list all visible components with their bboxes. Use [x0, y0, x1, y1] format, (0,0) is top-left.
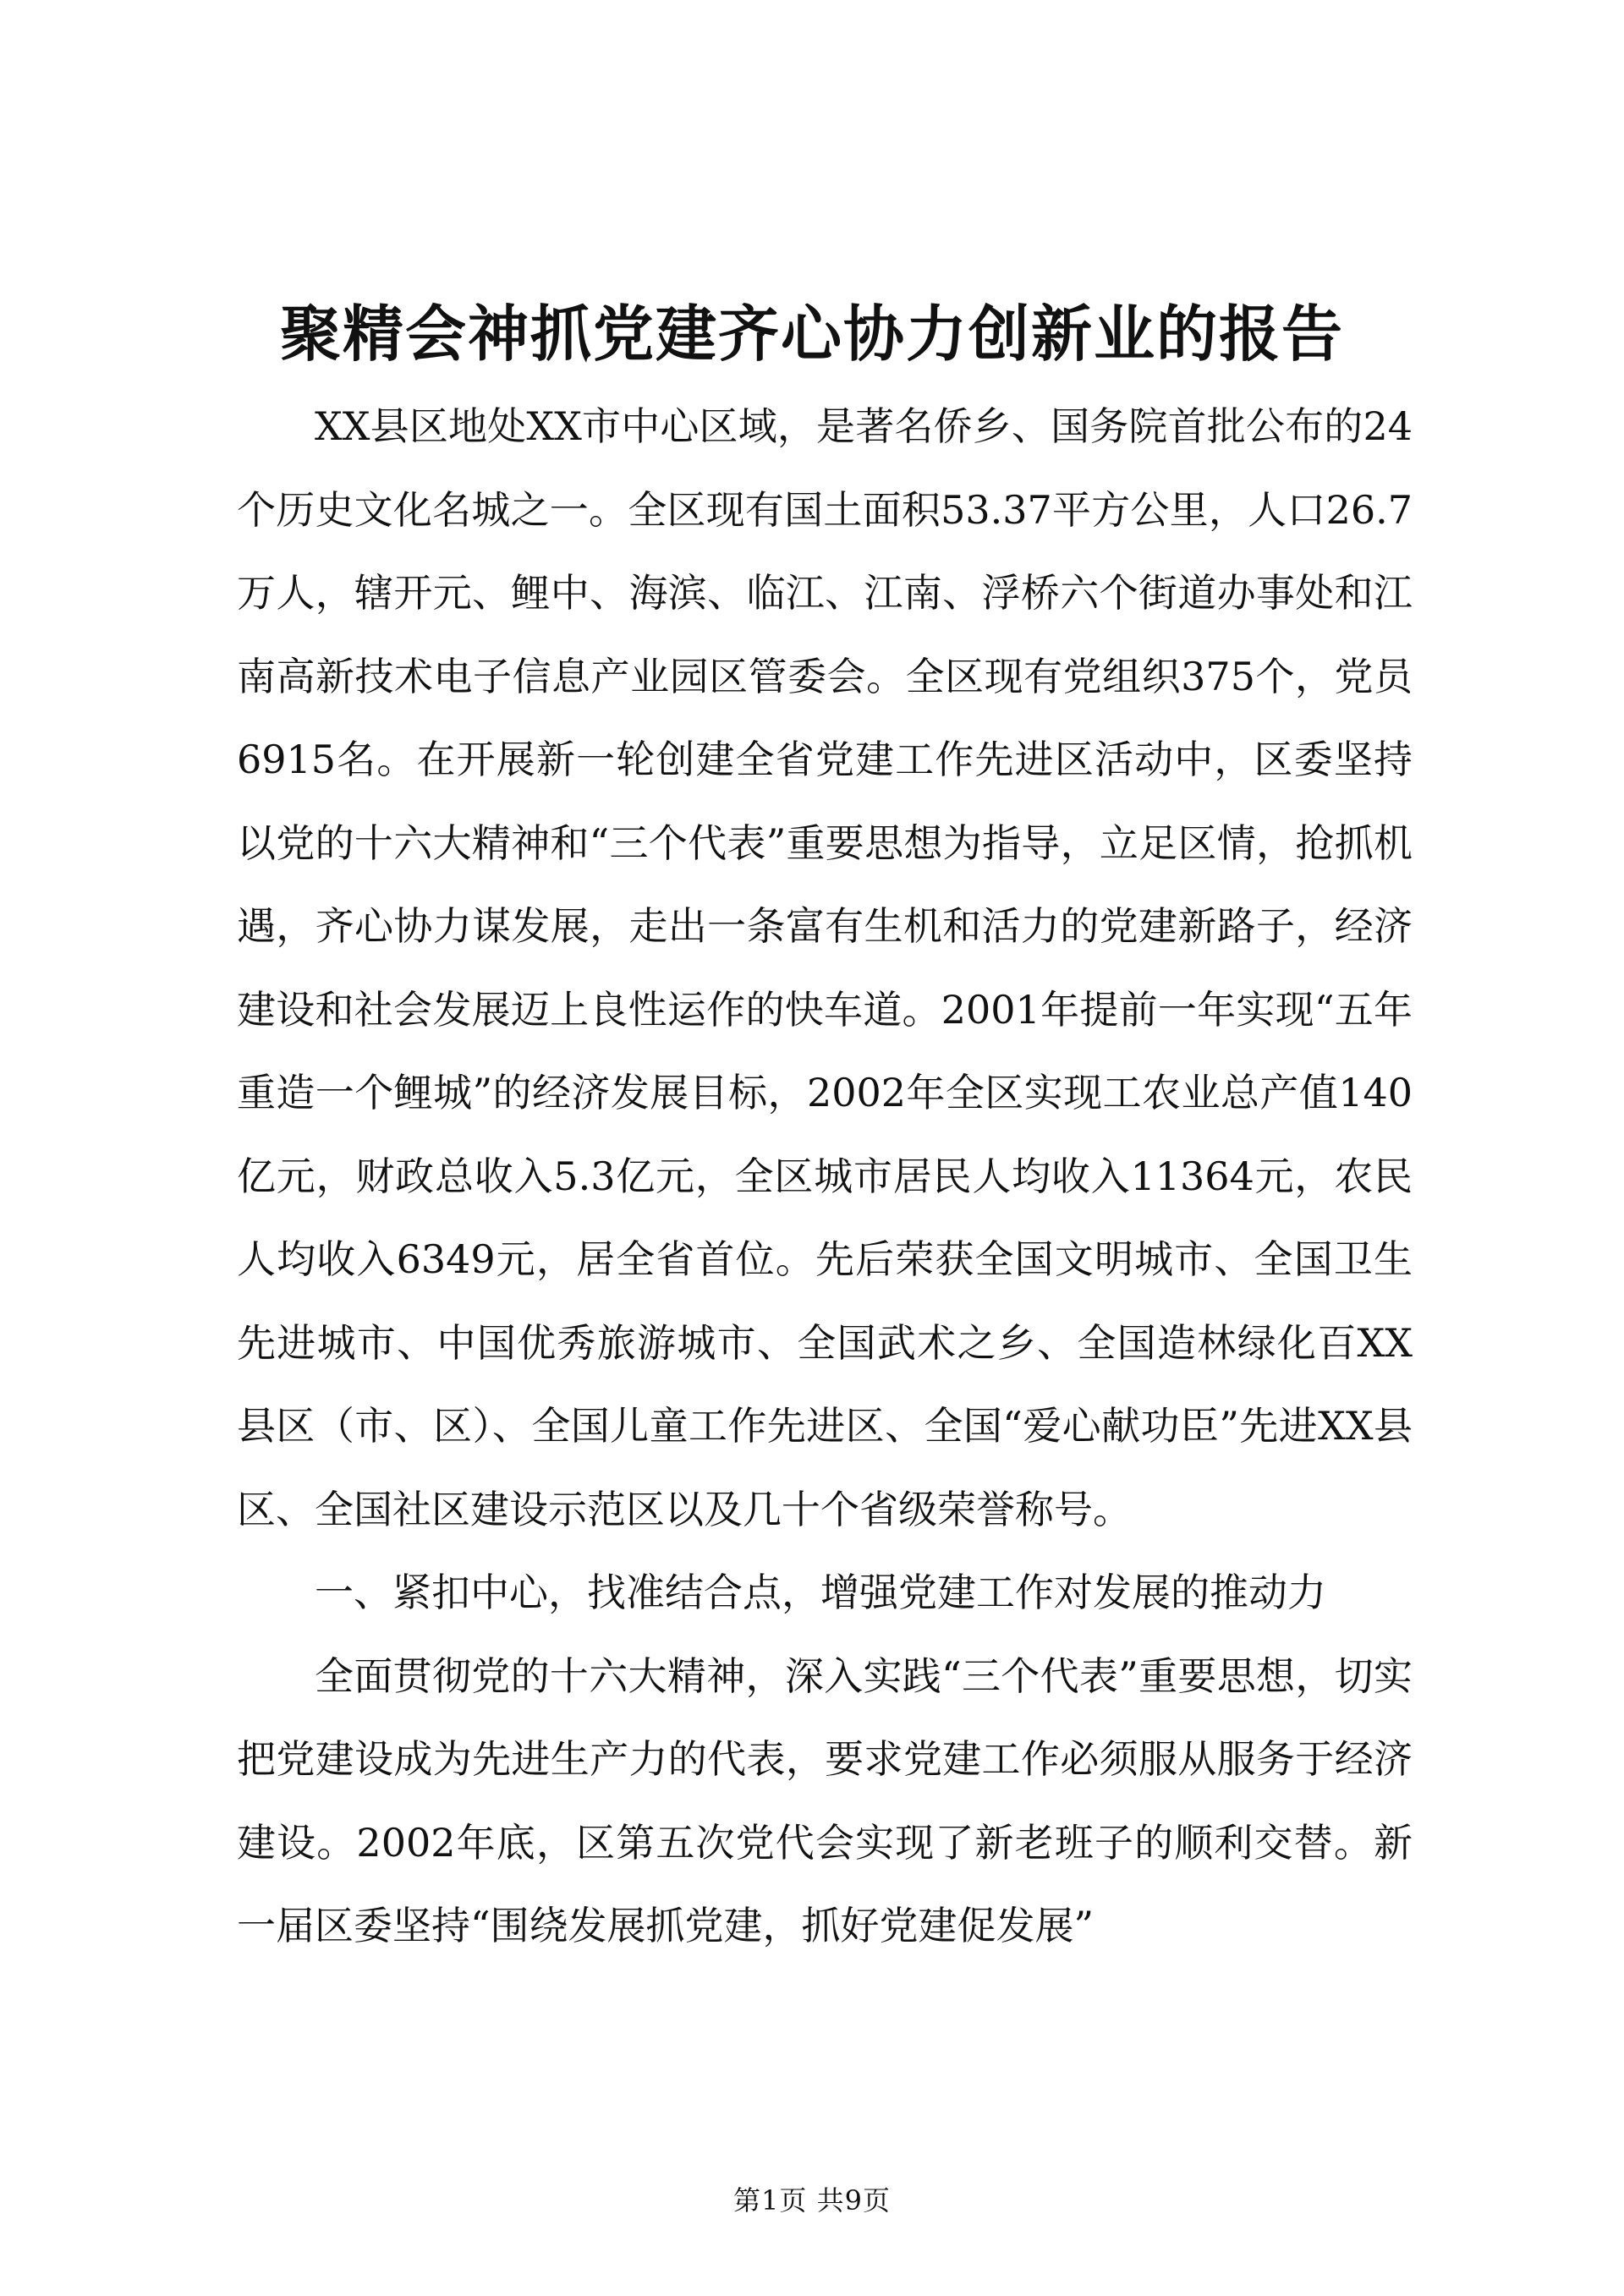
page-number-footer: 第1页 共9页 [733, 2184, 891, 2217]
paragraph-section-1: 全面贯彻党的十六大精神，深入实践“三个代表”重要思想，切实把党建设成为先进生产力的代表，要求党建工作必须服从服务于经济建设。2002年底，区第五次党代会实现了新老班子的顺利交替。新一届区委坚持“围绕发展抓党建，抓好党建促发展” [237, 1652, 1413, 1948]
document-title: 聚精会神抓党建齐心协力创新业的报告 [279, 299, 1344, 370]
document-body [237, 385, 1413, 1968]
section-heading-1: 一、紧扣中心，找准结合点，增强党建工作对发展的推动力 [315, 1570, 1326, 1615]
paragraph-intro: XX县区地处XX市中心区域，是著名侨乡、国务院首批公布的24个历史文化名城之一。全区现有国土面积53.37平方公里，人口26.7万人，辖开元、鲤中、海滨、临江、江南、浮桥六个街道办事处和江南高新技术电子信息产业园区管委会。全区现有党组织375个，党员6915名。在开展新一轮创建全省党建工作先进区活动中，区委坚持以党的十六大精神和“三个代表”重要思想为指导，立足区情，抢抓机遇，齐心协力谋发展，走出一条富有生机和活力的党建新路子，经济建设和社会发展迈上良性运作的快车道。2001年提前一年实现“五年重造一个鲤城”的经济发展目标，2002年全区实现工农业总产值140亿元，财政总收入5.3亿元，全区城市居民人均收入11364元，农民人均收入6349元，居全省首位。先后荣获全国文明城市、全国卫生先进城市、中国优秀旅游城市、全国武术之乡、全国造林绿化百XX县区（市、区）、全国儿童工作先进区、全国“爱心献功臣”先进XX县区、全国社区建设示范区以及几十个省级荣誉称号。 [237, 403, 1413, 1532]
